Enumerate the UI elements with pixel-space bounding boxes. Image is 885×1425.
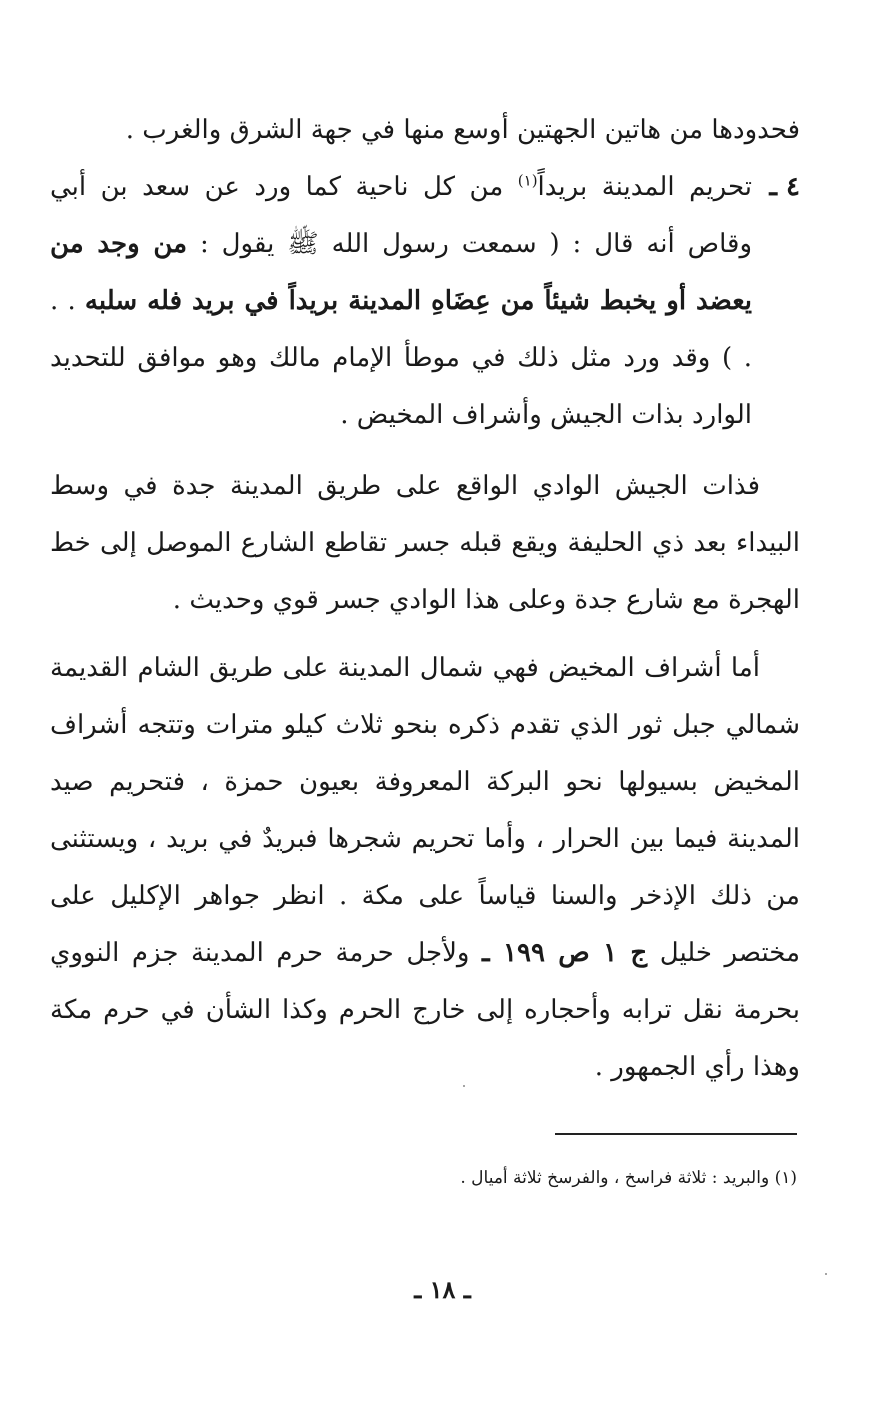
continuation-line: فحدودها من هاتين الجهتين أوسع منها في جهة الشرق والغرب . (125, 115, 800, 145)
paragraph-ashraf-al-mukhid: أما أشراف المخيض فهي شمال المدينة على طريق الشام القديمة شمالي جبل ثور الذي تقدم ذكره بنحو ثلاث كيلو مترات وتتجه أشراف المخيض بسيولها نحو البركة المعروفة بعيون حمزة ، فتحريم صيد المدينة فيما بين الحرار ، وأما تحريم شجرها فبريدٌ في بريد ، ويستثنى من ذلك الإذخر والسنا قياساً على مكة . انظر جواهر الإكليل على مختصر خليل ج ١ ص ١٩٩ ـ ولأجل حرمة حرم المدينة جزم النووي بحرمة نقل ترابه وأحجاره إلى خارج الحرم وكذا الشأن في حرم مكة وهذا رأي الجمهور . (50, 653, 801, 1082)
main-text (50, 102, 800, 444)
paragraph-dhat-al-jaysh: فذات الجيش الوادي الواقع على طريق المدينة جدة في وسط البيداء بعد ذي الحليفة ويقع قبله جسر تقاطع الشارع الموصل إلى خط الهجرة مع شارع جدة وعلى هذا الوادي جسر قوي وحديث . (50, 471, 800, 615)
volume-page-ref: ج ١ ص ١٩٩ ـ (482, 938, 648, 968)
list-item-text: تحريم المدينة بريداً$^{(١)}$ من كل ناحية كما ورد عن سعد بن أبي وقاص أنه قال : ( سمعت رسول الله ﷺ يقول : من وجد من يعضد أو يخبط شيئاً من عِضَاهِ المدينة بريداً في بريد فله سلبه . . . ) وقد ورد مثل ذلك في موطأ الإمام مالك وهو موافق للتحديد الوارد بذات الجيش وأشراف المخيض . (50, 171, 752, 430)
footnote-separator (555, 1133, 797, 1135)
list-item-4 (50, 159, 800, 444)
hadith-text: من وجد من يعضد أو يخبط شيئاً من عِضَاهِ المدينة بريداً في بريد فله سلبه (50, 229, 752, 316)
scan-speck (825, 1273, 827, 1275)
footnote-ref[interactable]: (١) (517, 171, 538, 190)
footnote: (١) والبريد : ثلاثة فراسخ ، والفرسخ ثلاثة أميال . (460, 1168, 797, 1188)
list-number: ٤ ـ (769, 172, 800, 202)
scan-speck (463, 1085, 465, 1087)
page-number: ـ ١٨ ـ (414, 1275, 471, 1304)
